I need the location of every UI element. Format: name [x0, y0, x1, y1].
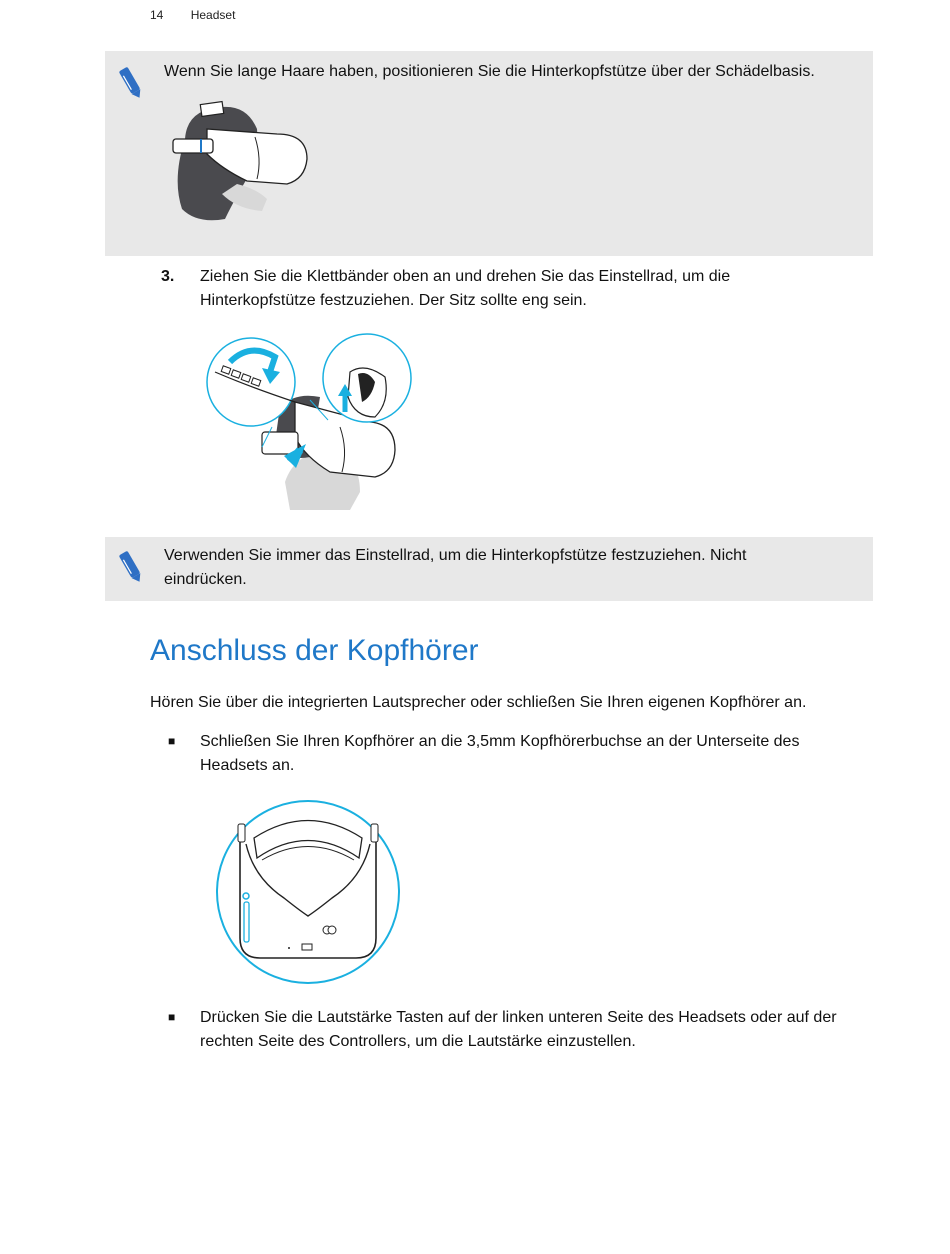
section-intro: Hören Sie über die integrierten Lautsprecher oder schließen Sie Ihren eigenen Kopfhörer an.	[150, 694, 807, 711]
bullet-marker: ■	[168, 1010, 176, 1024]
pencil-icon	[117, 65, 145, 101]
note-text-line-2: eindrücken.	[164, 571, 247, 588]
note-box-long-hair	[105, 51, 873, 256]
running-header	[150, 8, 235, 22]
note-box-adjust-wheel	[105, 537, 873, 601]
headphone-jack-illustration	[214, 798, 402, 986]
bullet-marker: ■	[168, 734, 176, 748]
section-name: Headset	[190, 8, 236, 22]
section-title: Anschluss der Kopfhörer	[150, 634, 479, 667]
bullet-1-line-2: Headsets an.	[200, 757, 295, 774]
note-text-line-1: Verwenden Sie immer das Einstellrad, um die Hinterkopfstütze festzuziehen. Nicht	[164, 547, 747, 564]
step-text-line-1: Ziehen Sie die Klettbänder oben an und drehen Sie das Einstellrad, um die	[200, 268, 731, 285]
bullet-2-line-2: rechten Seite des Controllers, um die Lautstärke einzustellen.	[200, 1033, 636, 1050]
step-text-line-2: Hinterkopfstütze festzuziehen. Der Sitz sollte eng sein.	[200, 292, 587, 309]
headset-long-hair-illustration	[167, 99, 312, 224]
bullet-1-line-1: Schließen Sie Ihren Kopfhörer an die 3,5mm Kopfhörerbuchse an der Unterseite des	[200, 733, 800, 750]
step-number: 3.	[161, 268, 175, 285]
page-number: 14	[150, 8, 164, 22]
pencil-icon	[117, 549, 145, 585]
note-text: Wenn Sie lange Haare haben, positionieren Sie die Hinterkopfstütze über der Schädelbasis.	[164, 63, 815, 80]
tighten-strap-illustration	[200, 332, 420, 512]
bullet-2-line-1: Drücken Sie die Lautstärke Tasten auf der linken unteren Seite des Headsets oder auf der	[200, 1009, 837, 1026]
